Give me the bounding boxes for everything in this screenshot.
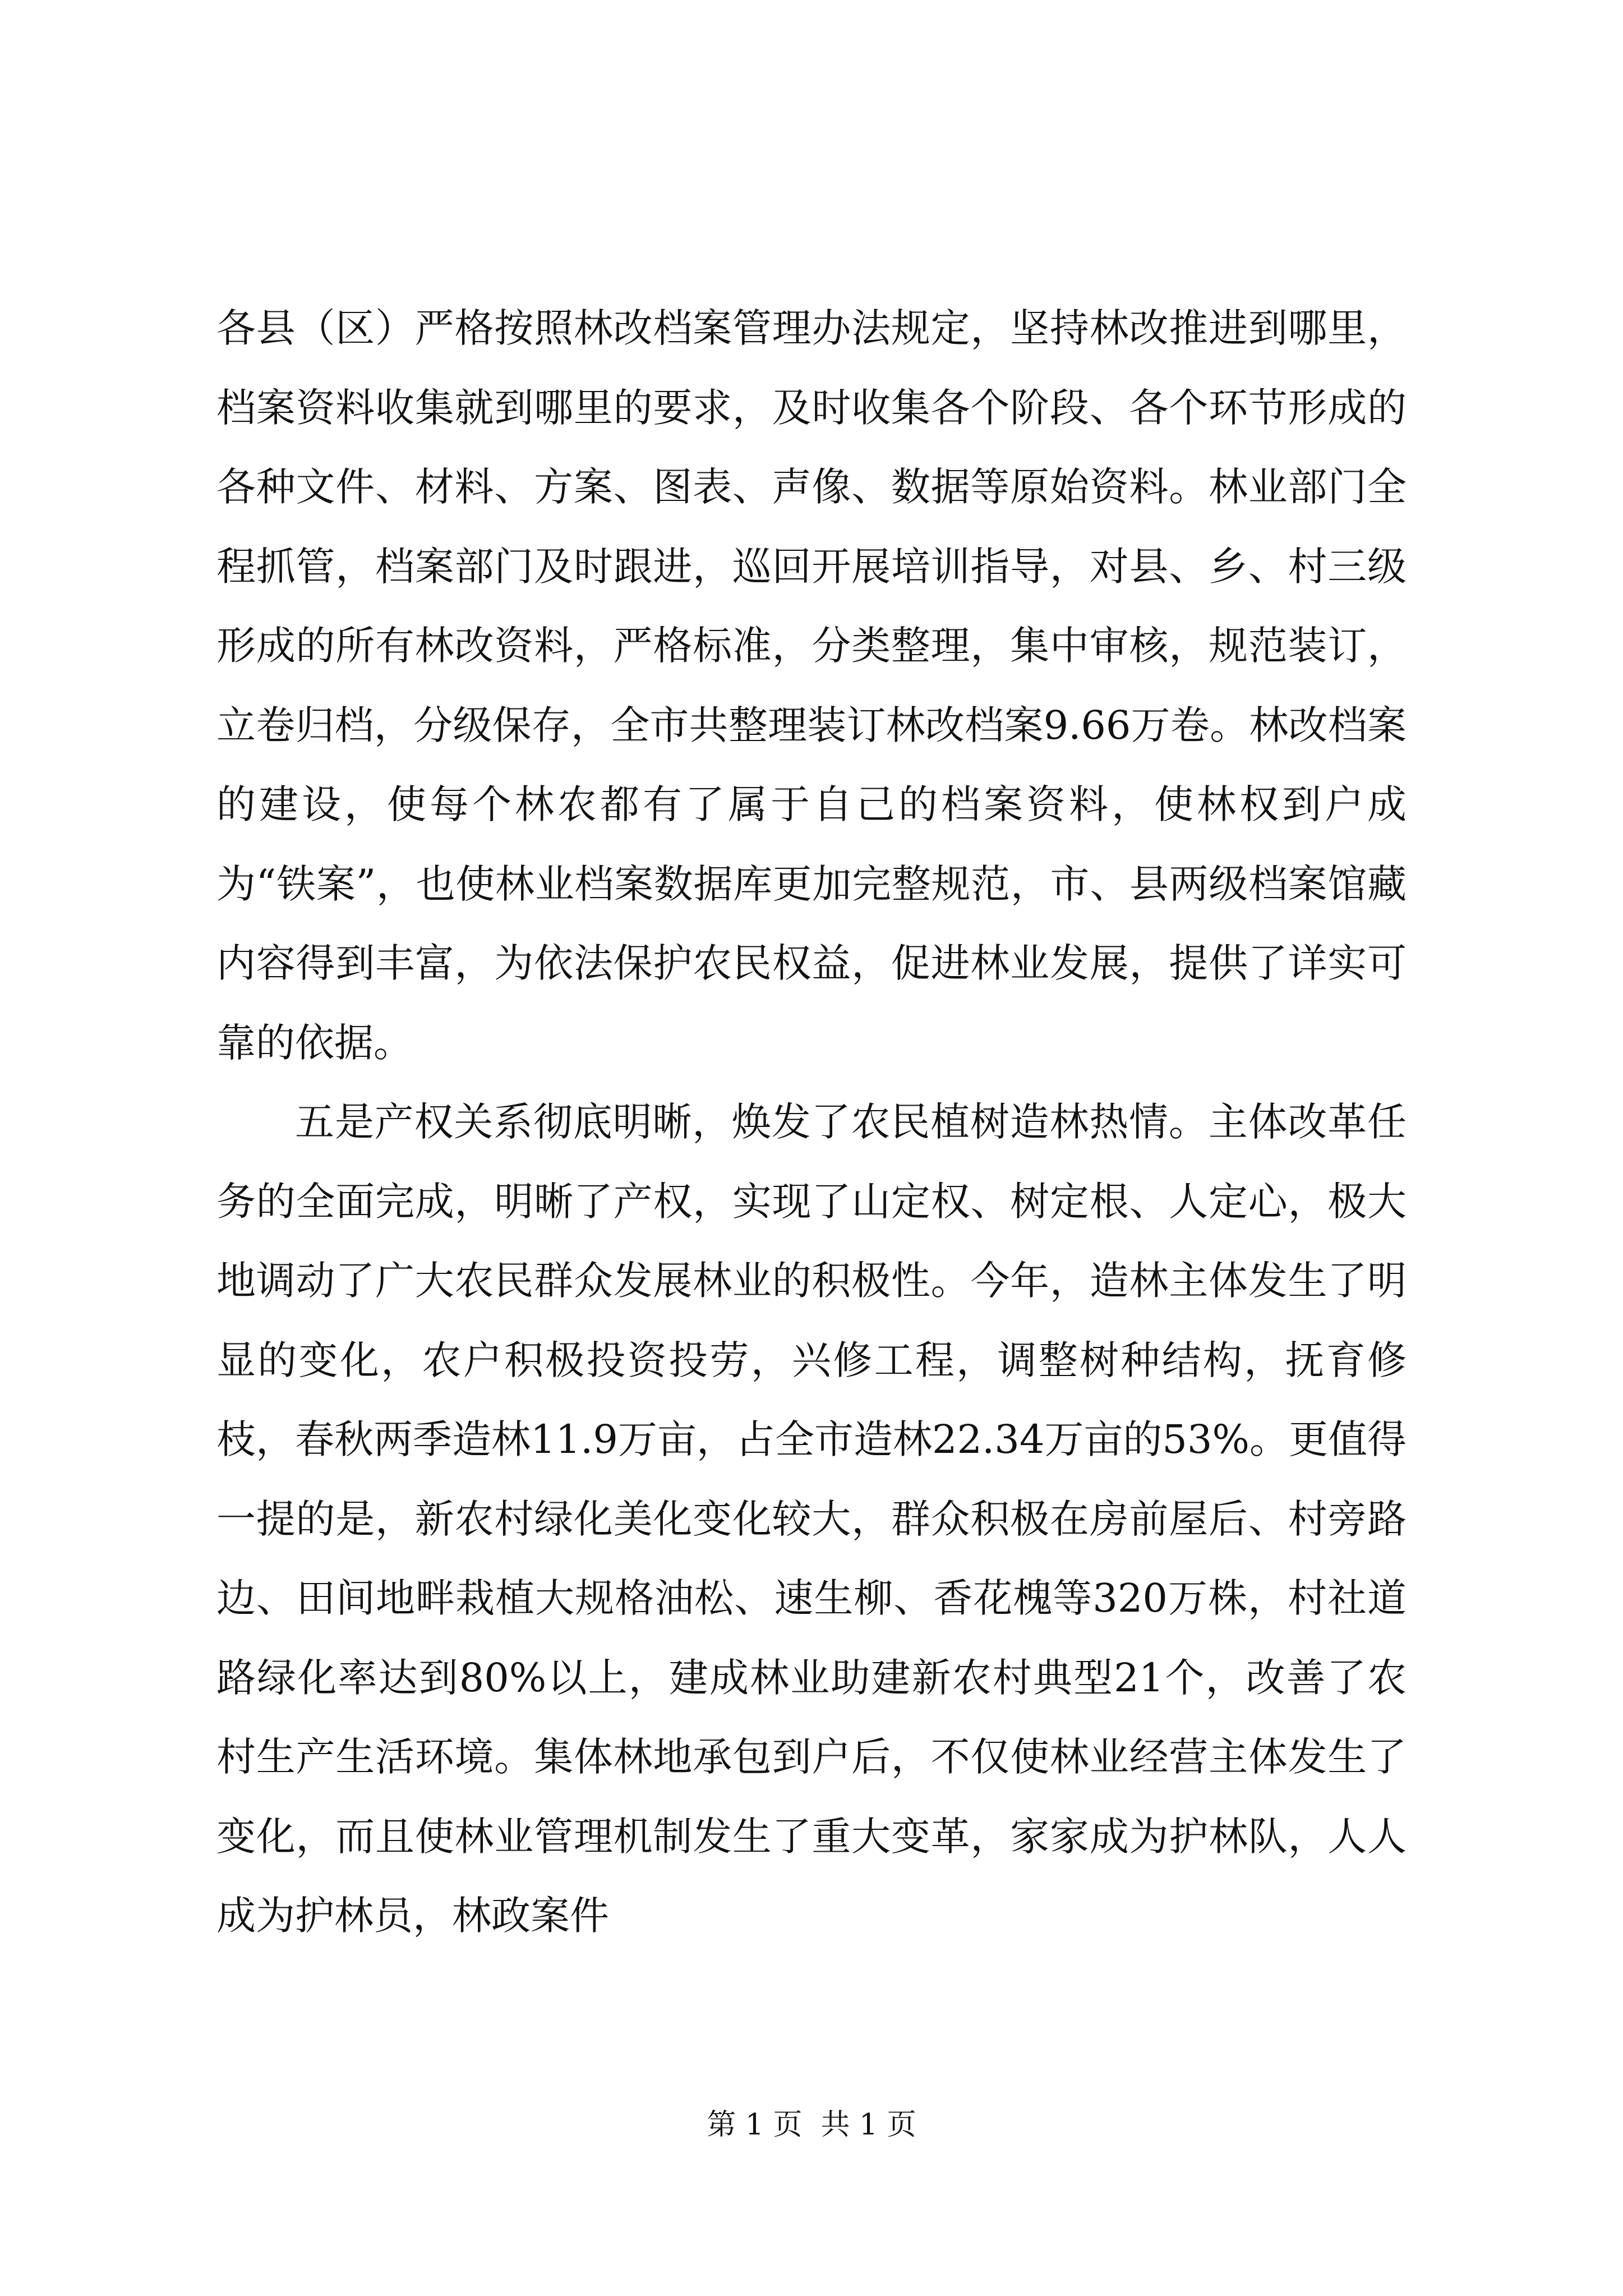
page-number-footer: 第 1 页 共 1 页 xyxy=(707,2108,916,2142)
document-body xyxy=(216,289,1407,1956)
paragraph-property-rights: 五是产权关系彻底明晰，焕发了农民植树造林热情。主体改革任务的全面完成，明晰了产权，实现了山定权、树定根、人定心，极大地调动了广大农民群众发展林业的积极性。今年，造林主体发生了明显的变化，农户积极投资投劳，兴修工程，调整树种结构，抚育修枝，春秋两季造林11.9万亩，占全市造林22.34万亩的53%。更值得一提的是，新农村绿化美化变化较大，群众积极在房前屋后、村旁路边、田间地畔栽植大规格油松、速生柳、香花槐等320万株，村社道路绿化率达到80%以上，建成林业助建新农村典型21个，改善了农村生产生活环境。集体林地承包到户后，不仅使林业经营主体发生了变化，而且使林业管理机制发生了重大变革，家家成为护林队，人人成为护林员，林政案件 xyxy=(216,1099,1407,1939)
paragraph-archives: 各县（区）严格按照林改档案管理办法规定，坚持林改推进到哪里，档案资料收集就到哪里的要求，及时收集各个阶段、各个环节形成的各种文件、材料、方案、图表、声像、数据等原始资料。林业部门全程抓管，档案部门及时跟进，巡回开展培训指导，对县、乡、村三级形成的所有林改资料，严格标准，分类整理，集中审核，规范装订，立卷归档，分级保存，全市共整理装订林改档案9.66万卷。林改档案的建设，使每个林农都有了属于自己的档案资料，使林权到户成为“铁案”，也使林业档案数据库更加完整规范，市、县两级档案馆藏内容得到丰富，为依法保护农民权益，促进林业发展，提供了详实可靠的依据。 xyxy=(216,305,1407,1066)
